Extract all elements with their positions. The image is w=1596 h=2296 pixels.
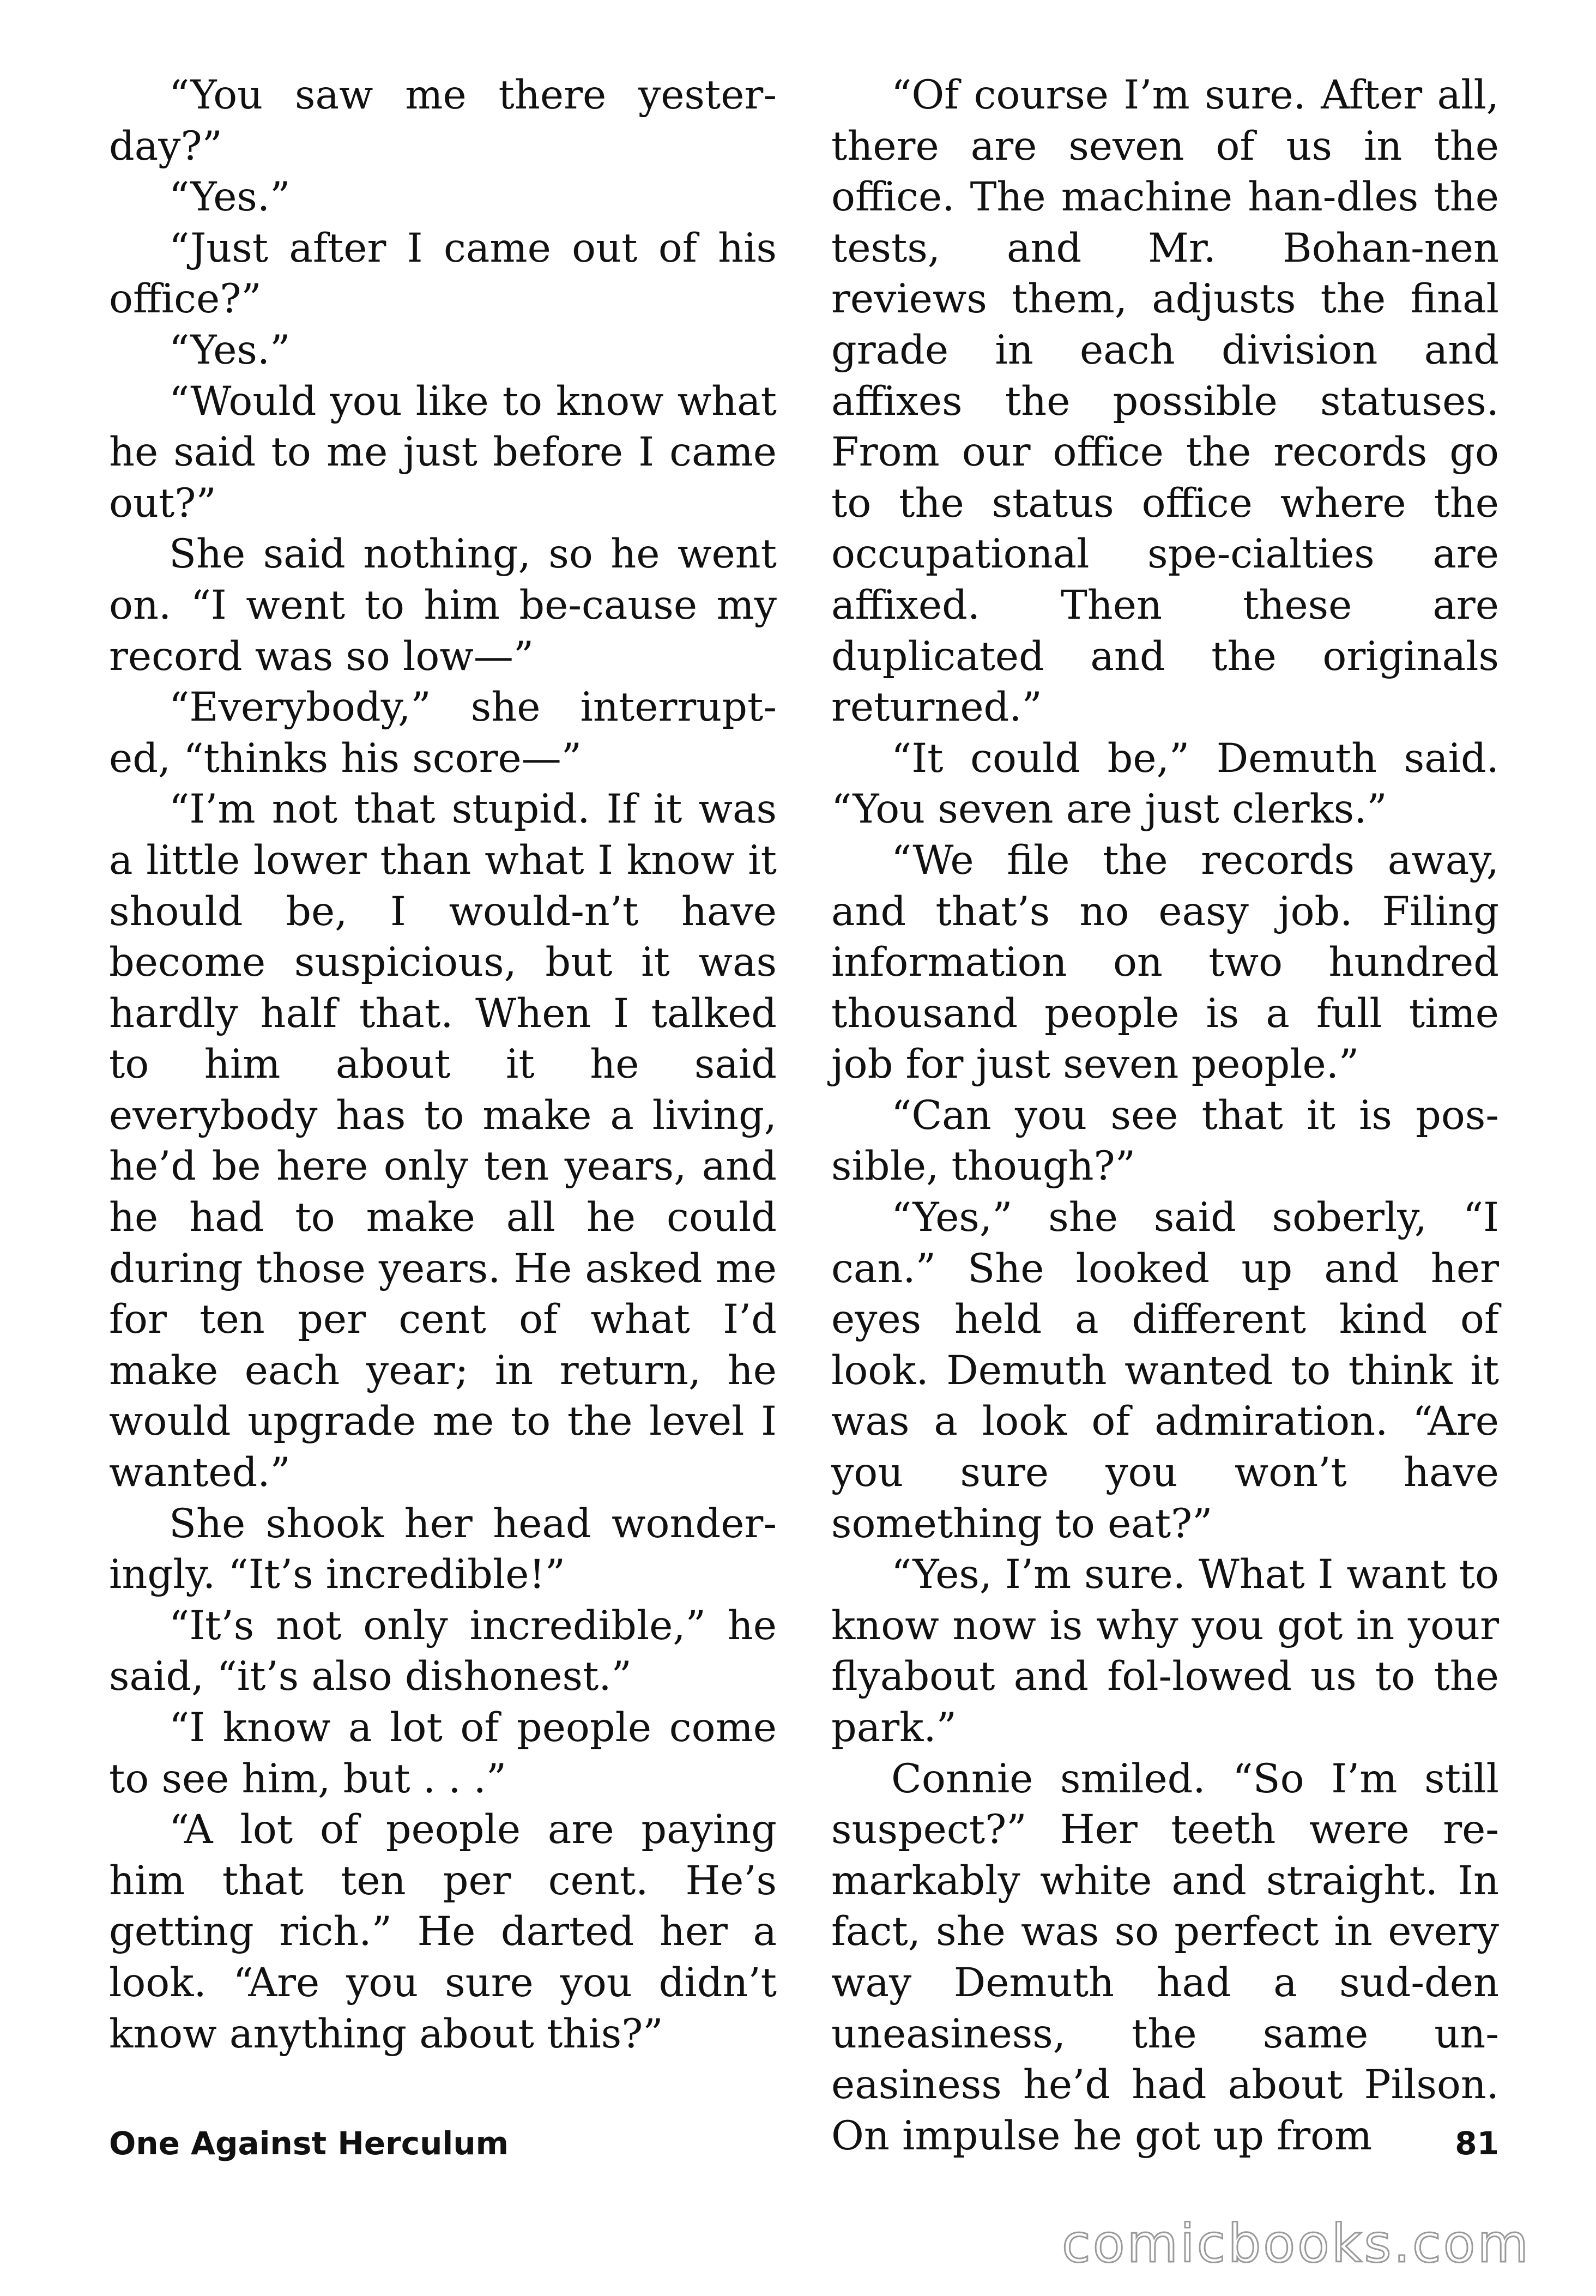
paragraph: She shook her head wonder-ingly. “It’s incredible!” [109,1500,777,1598]
running-title: One Against Herculum [109,2125,509,2162]
text-column-left [109,70,777,2059]
paragraph: “Would you like to know what he said to me just before I came out?” [109,378,777,527]
paragraph: “It could be,” Demuth said. “You seven are just clerks.” [831,735,1499,833]
paragraph: “I’m not that stupid. If it was a little lower than what I know it should be, I would-n’t have become suspicious, but it was hardly half that. When I talked to him about it he said everybody has to make a living, he’d be here only ten years, and he had to make all he could during those years. He asked me for ten per cent of what I’d make each year; in return, he would upgrade me to the level I wanted.” [109,786,777,1496]
paragraph: “Yes, I’m sure. What I want to know now is why you got in your flyabout and fol-lowed us to the park.” [831,1551,1499,1751]
paragraph: Connie smiled. “So I’m still suspect?” Her teeth were re-markably white and straight. In fact, she was so perfect in every way Demuth had a sud-den uneasiness, the same un-easiness he’d had about Pilson. On impulse he got up from [831,1755,1499,2159]
paragraph: “It’s not only incredible,” he said, “it’s also dishonest.” [109,1602,777,1700]
page-number: 81 [1455,2125,1499,2162]
text-column-right [831,70,1499,2161]
paragraph: “Just after I came out of his office?” [109,225,777,323]
paragraph: “You saw me there yester-day?” [109,72,777,170]
paragraph: “Yes.” [169,327,291,373]
paragraph: “Yes.” [169,174,291,221]
paragraph: “A lot of people are paying him that ten per cent. He’s getting rich.” He darted her a look. “Are you sure you didn’t know anything about this?” [109,1806,777,2057]
paragraph: She said nothing, so he went on. “I went to him be-cause my record was so low—” [109,531,777,680]
paragraph: “Yes,” she said soberly, “I can.” She looked up and her eyes held a different kind of look. Demuth wanted to think it was a look of admiration. “Are you sure you won’t have something to eat?” [831,1194,1499,1547]
watermark: comicbooks.com [1061,2213,1531,2274]
paragraph: “Everybody,” she interrupt-ed, “thinks his score—” [109,684,777,782]
paragraph: “I know a lot of people come to see him, but . . .” [109,1705,777,1802]
paragraph: “Can you see that it is pos-sible, though?” [831,1092,1499,1190]
paragraph: “Of course I’m sure. After all, there are seven of us in the office. The machine han-dles the tests, and Mr. Bohan-nen reviews them, adjusts the final grade in each division and affixes the possible statuses. From our office the records go to the status office where the occupational spe-cialties are affixed. Then these are duplicated and the originals returned.” [831,72,1499,731]
paragraph: “We file the records away, and that’s no easy job. Filing information on two hundred thousand people is a full time job for just seven people.” [831,837,1499,1088]
